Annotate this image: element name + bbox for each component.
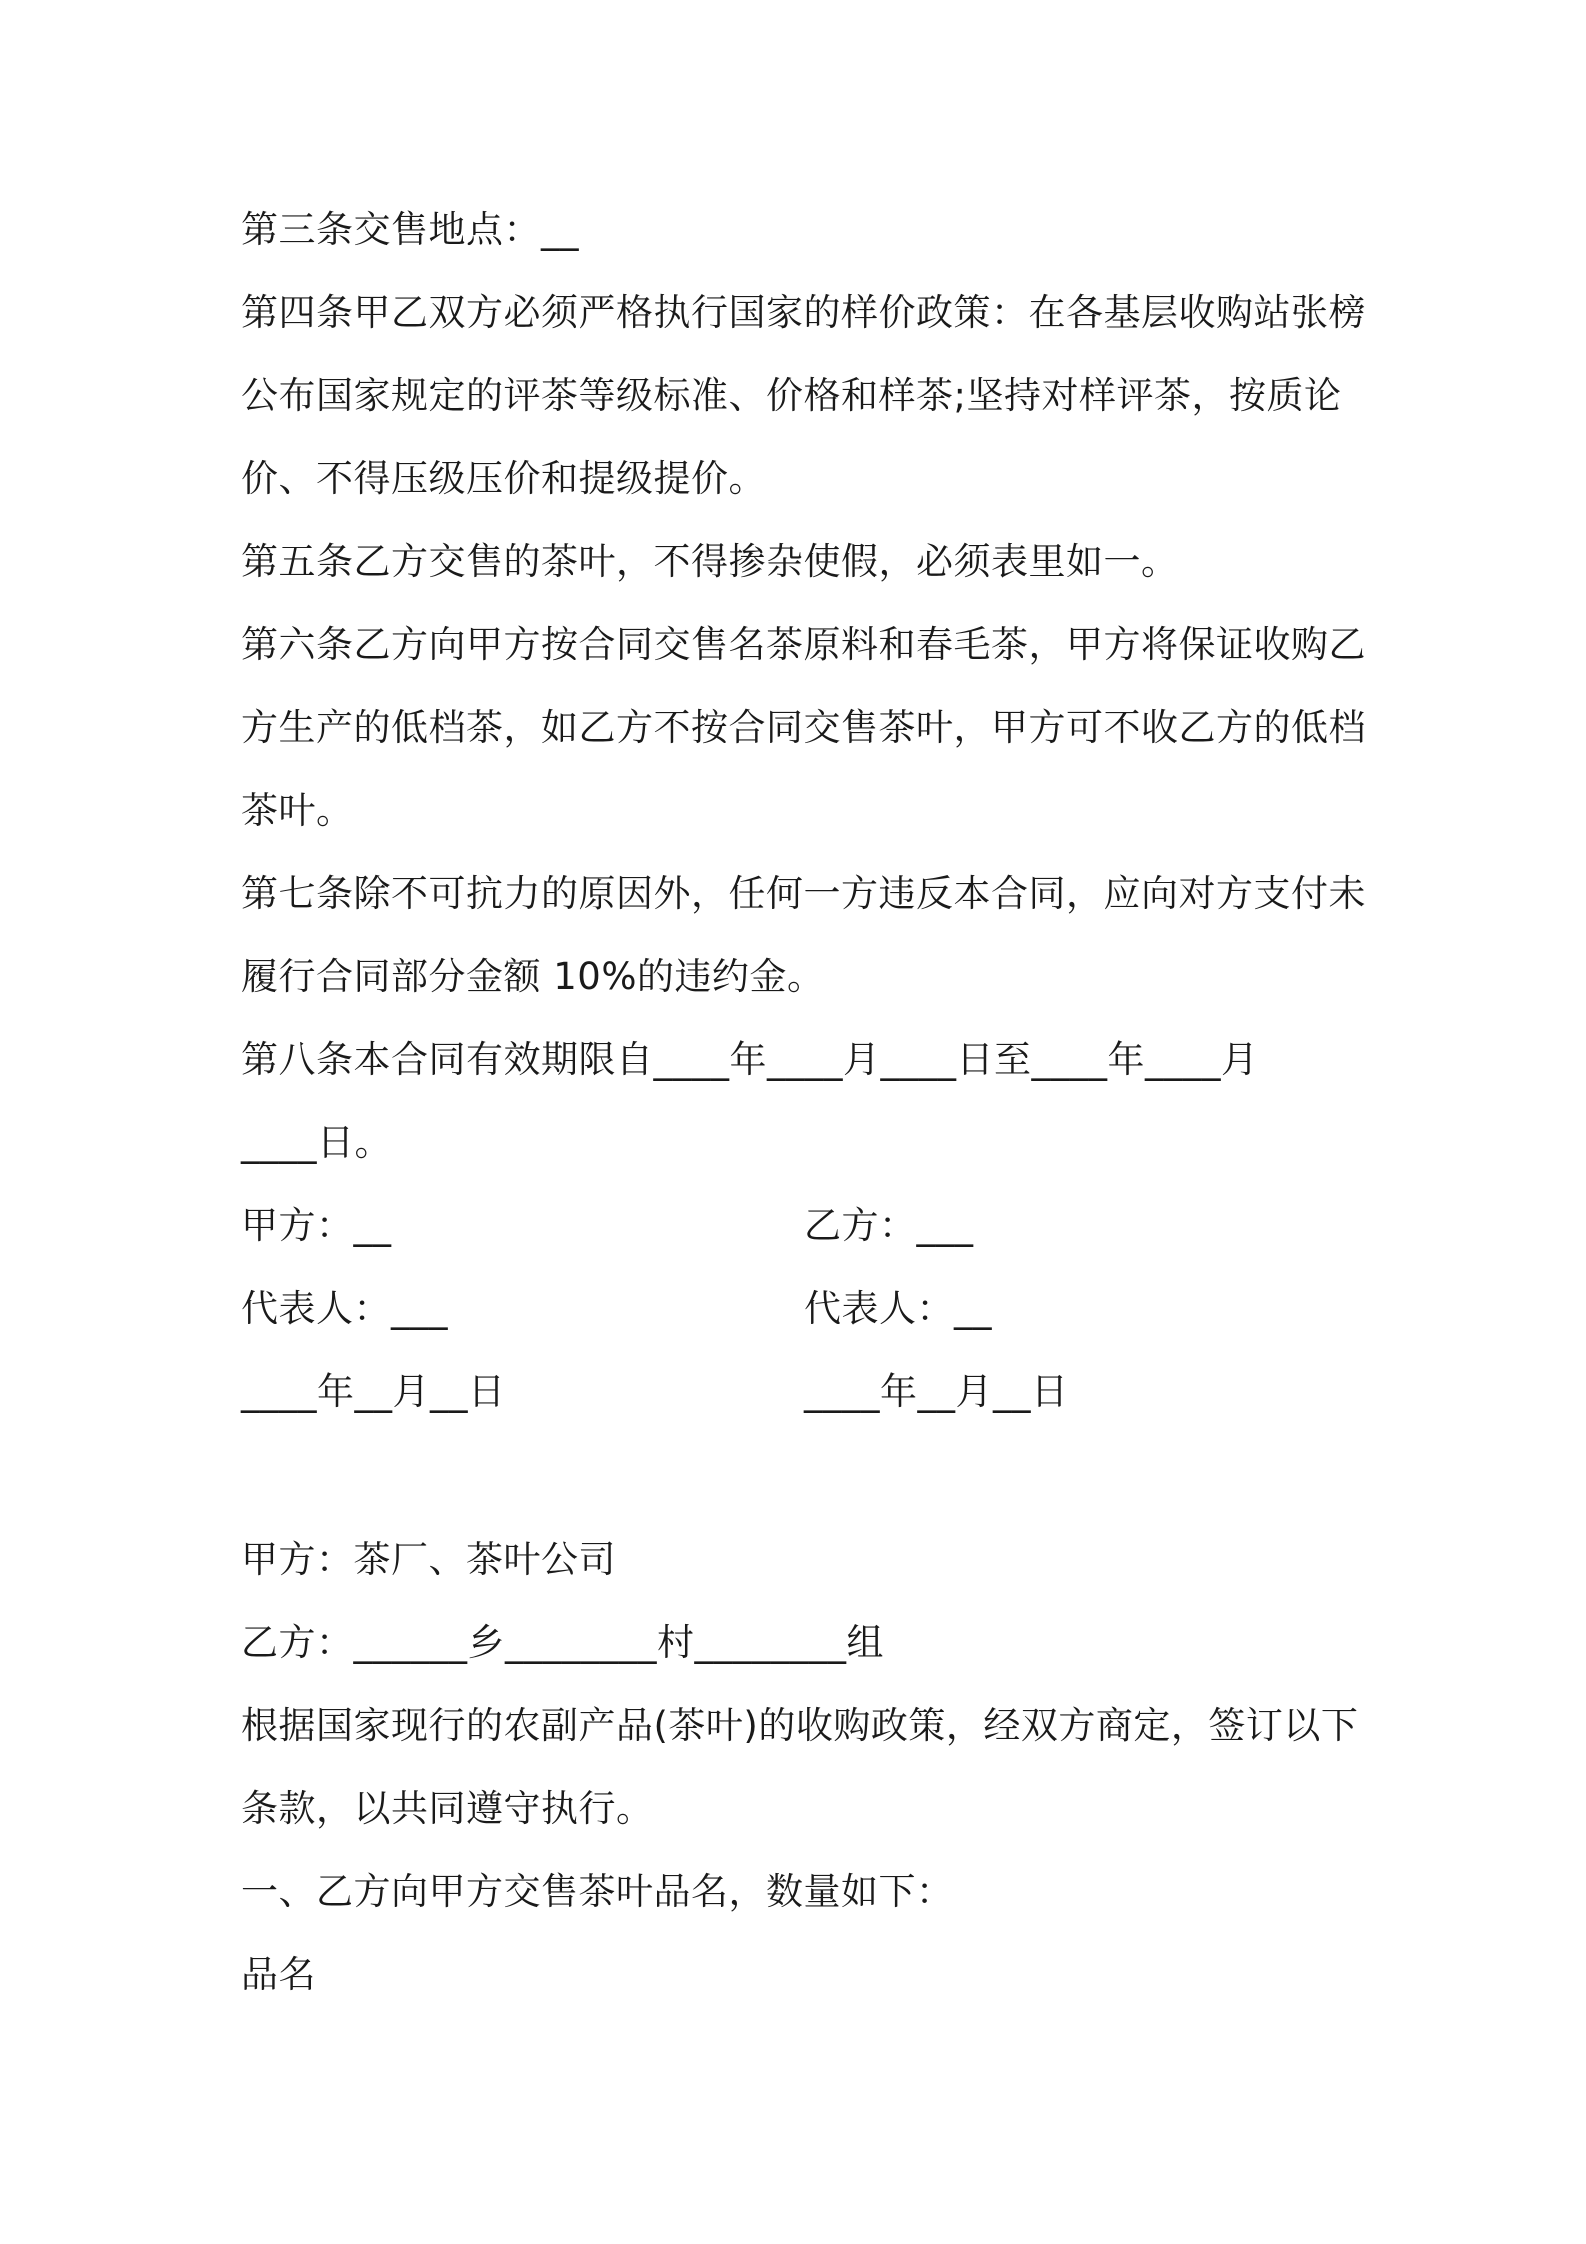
article-7-line-2: 履行合同部分金额 10%的违约金。 <box>241 955 825 998</box>
signature-party-a: 甲方：__ <box>241 1204 392 1247</box>
signature-party-b: 乙方：___ <box>804 1204 974 1247</box>
article-5: 第五条乙方交售的茶叶，不得掺杂使假，必须表里如一。 <box>241 540 1179 583</box>
article-6-line-3: 茶叶。 <box>241 789 354 832</box>
article-3: 第三条交售地点：__ <box>241 208 579 251</box>
signature-representative-b: 代表人：__ <box>804 1287 992 1330</box>
article-4-line-1: 第四条甲乙双方必须严格执行国家的样价政策：在各基层收购站张榜 <box>241 291 1366 334</box>
article-8-line-2: ____日。 <box>241 1121 392 1164</box>
contract-party-b: 乙方：______乡________村________组 <box>241 1621 884 1664</box>
signature-representative-a: 代表人：___ <box>241 1287 448 1330</box>
signature-date-a: ____年__月__日 <box>241 1370 506 1413</box>
article-8-line-1: 第八条本合同有效期限自____年____月____日至____年____月 <box>241 1038 1259 1081</box>
article-4-line-2: 公布国家规定的评茶等级标准、价格和样茶;坚持对样评茶，按质论 <box>241 374 1342 417</box>
contract-intro-line-1: 根据国家现行的农副产品(茶叶)的收购政策，经双方商定，签订以下 <box>241 1704 1359 1747</box>
article-6-line-1: 第六条乙方向甲方按合同交售名茶原料和春毛茶，甲方将保证收购乙 <box>241 623 1366 666</box>
article-4-line-3: 价、不得压级压价和提级提价。 <box>241 457 766 500</box>
article-7-line-1: 第七条除不可抗力的原因外，任何一方违反本合同，应向对方支付未 <box>241 872 1366 915</box>
product-name-label: 品名 <box>241 1953 316 1996</box>
article-6-line-2: 方生产的低档茶，如乙方不按合同交售茶叶，甲方可不收乙方的低档 <box>241 706 1366 749</box>
contract-item-1: 一、乙方向甲方交售茶叶品名，数量如下： <box>241 1870 954 1913</box>
signature-date-b: ____年__月__日 <box>804 1370 1069 1413</box>
contract-intro-line-2: 条款，以共同遵守执行。 <box>241 1787 654 1830</box>
contract-party-a: 甲方：茶厂、茶叶公司 <box>241 1538 616 1581</box>
